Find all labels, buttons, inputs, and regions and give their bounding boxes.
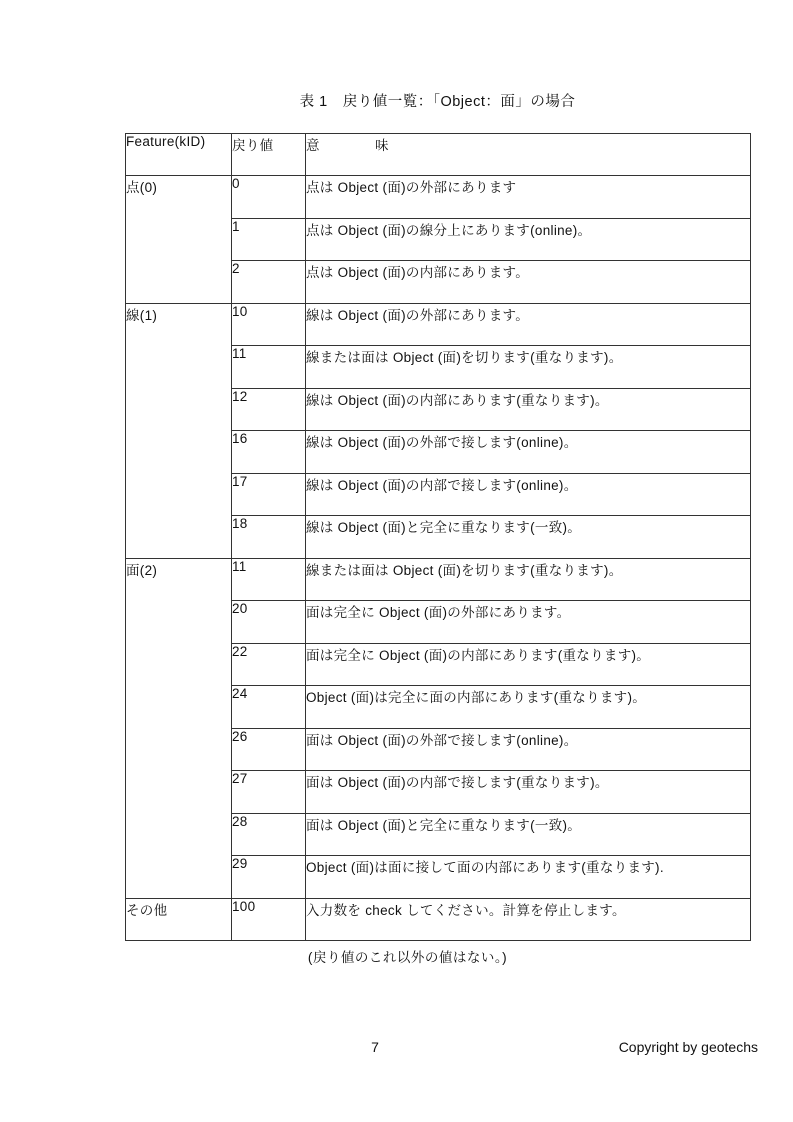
meaning-cell: 線または面は Object (面)を切ります(重なります)。 bbox=[306, 346, 751, 389]
table-caption: 表 1 戻り値一覧：「Object：面」の場合 bbox=[299, 94, 576, 110]
meaning-cell: 線は Object (面)と完全に重なります(一致)。 bbox=[306, 516, 751, 559]
column-header-return-value: 戻り値 bbox=[232, 134, 306, 176]
meaning-cell: 面は Object (面)と完全に重なります(一致)。 bbox=[306, 813, 751, 856]
meaning-cell: 点は Object (面)の外部にあります bbox=[306, 176, 751, 219]
meaning-cell: 線は Object (面)の内部にあります(重なります)。 bbox=[306, 388, 751, 431]
return-value-cell: 1 bbox=[232, 218, 306, 261]
return-value-cell: 17 bbox=[232, 473, 306, 516]
meaning-cell: 面は Object (面)の内部で接します(重なります)。 bbox=[306, 771, 751, 814]
return-value-table bbox=[125, 133, 751, 941]
feature-cell: 面(2) bbox=[126, 558, 232, 898]
return-value-cell: 16 bbox=[232, 431, 306, 474]
return-value-cell: 24 bbox=[232, 686, 306, 729]
return-value-cell: 12 bbox=[232, 388, 306, 431]
meaning-cell: 点は Object (面)の内部にあります。 bbox=[306, 261, 751, 304]
table-header-row bbox=[126, 134, 751, 176]
return-value-cell: 11 bbox=[232, 558, 306, 601]
feature-cell: 点(0) bbox=[126, 176, 232, 304]
meaning-cell: 点は Object (面)の線分上にあります(online)。 bbox=[306, 218, 751, 261]
meaning-cell: 面は完全に Object (面)の内部にあります(重なります)。 bbox=[306, 643, 751, 686]
return-table-body bbox=[126, 176, 751, 941]
table-footnote: (戻り値のこれ以外の値はない。) bbox=[307, 950, 508, 965]
meaning-cell: 面は完全に Object (面)の外部にあります。 bbox=[306, 601, 751, 644]
return-value-cell: 20 bbox=[232, 601, 306, 644]
return-value-cell: 29 bbox=[232, 856, 306, 899]
return-value-cell: 100 bbox=[232, 898, 306, 941]
return-value-cell: 22 bbox=[232, 643, 306, 686]
table-row bbox=[126, 303, 751, 346]
meaning-cell: 線は Object (面)の外部で接します(online)。 bbox=[306, 431, 751, 474]
feature-cell: その他 bbox=[126, 898, 232, 941]
feature-cell: 線(1) bbox=[126, 303, 232, 558]
meaning-cell: 面は Object (面)の外部で接します(online)。 bbox=[306, 728, 751, 771]
column-header-feature: Feature(kID) bbox=[126, 134, 232, 176]
return-value-cell: 2 bbox=[232, 261, 306, 304]
table-row bbox=[126, 176, 751, 219]
return-value-cell: 27 bbox=[232, 771, 306, 814]
meaning-cell: 入力数を check してください。計算を停止します。 bbox=[306, 898, 751, 941]
return-value-cell: 10 bbox=[232, 303, 306, 346]
meaning-cell: 線は Object (面)の内部で接します(online)。 bbox=[306, 473, 751, 516]
return-value-cell: 28 bbox=[232, 813, 306, 856]
return-value-cell: 0 bbox=[232, 176, 306, 219]
return-value-cell: 18 bbox=[232, 516, 306, 559]
meaning-cell: 線は Object (面)の外部にあります。 bbox=[306, 303, 751, 346]
return-value-cell: 26 bbox=[232, 728, 306, 771]
column-header-meaning: 意 味 bbox=[306, 134, 751, 176]
table-row bbox=[126, 558, 751, 601]
table-row bbox=[126, 898, 751, 941]
meaning-cell: Object (面)は面に接して面の内部にあります(重なります). bbox=[306, 856, 751, 899]
return-value-cell: 11 bbox=[232, 346, 306, 389]
meaning-cell: Object (面)は完全に面の内部にあります(重なります)。 bbox=[306, 686, 751, 729]
page-number: 7 bbox=[371, 1039, 379, 1055]
meaning-cell: 線または面は Object (面)を切ります(重なります)。 bbox=[306, 558, 751, 601]
copyright-text: Copyright by geotechs bbox=[618, 1039, 758, 1055]
